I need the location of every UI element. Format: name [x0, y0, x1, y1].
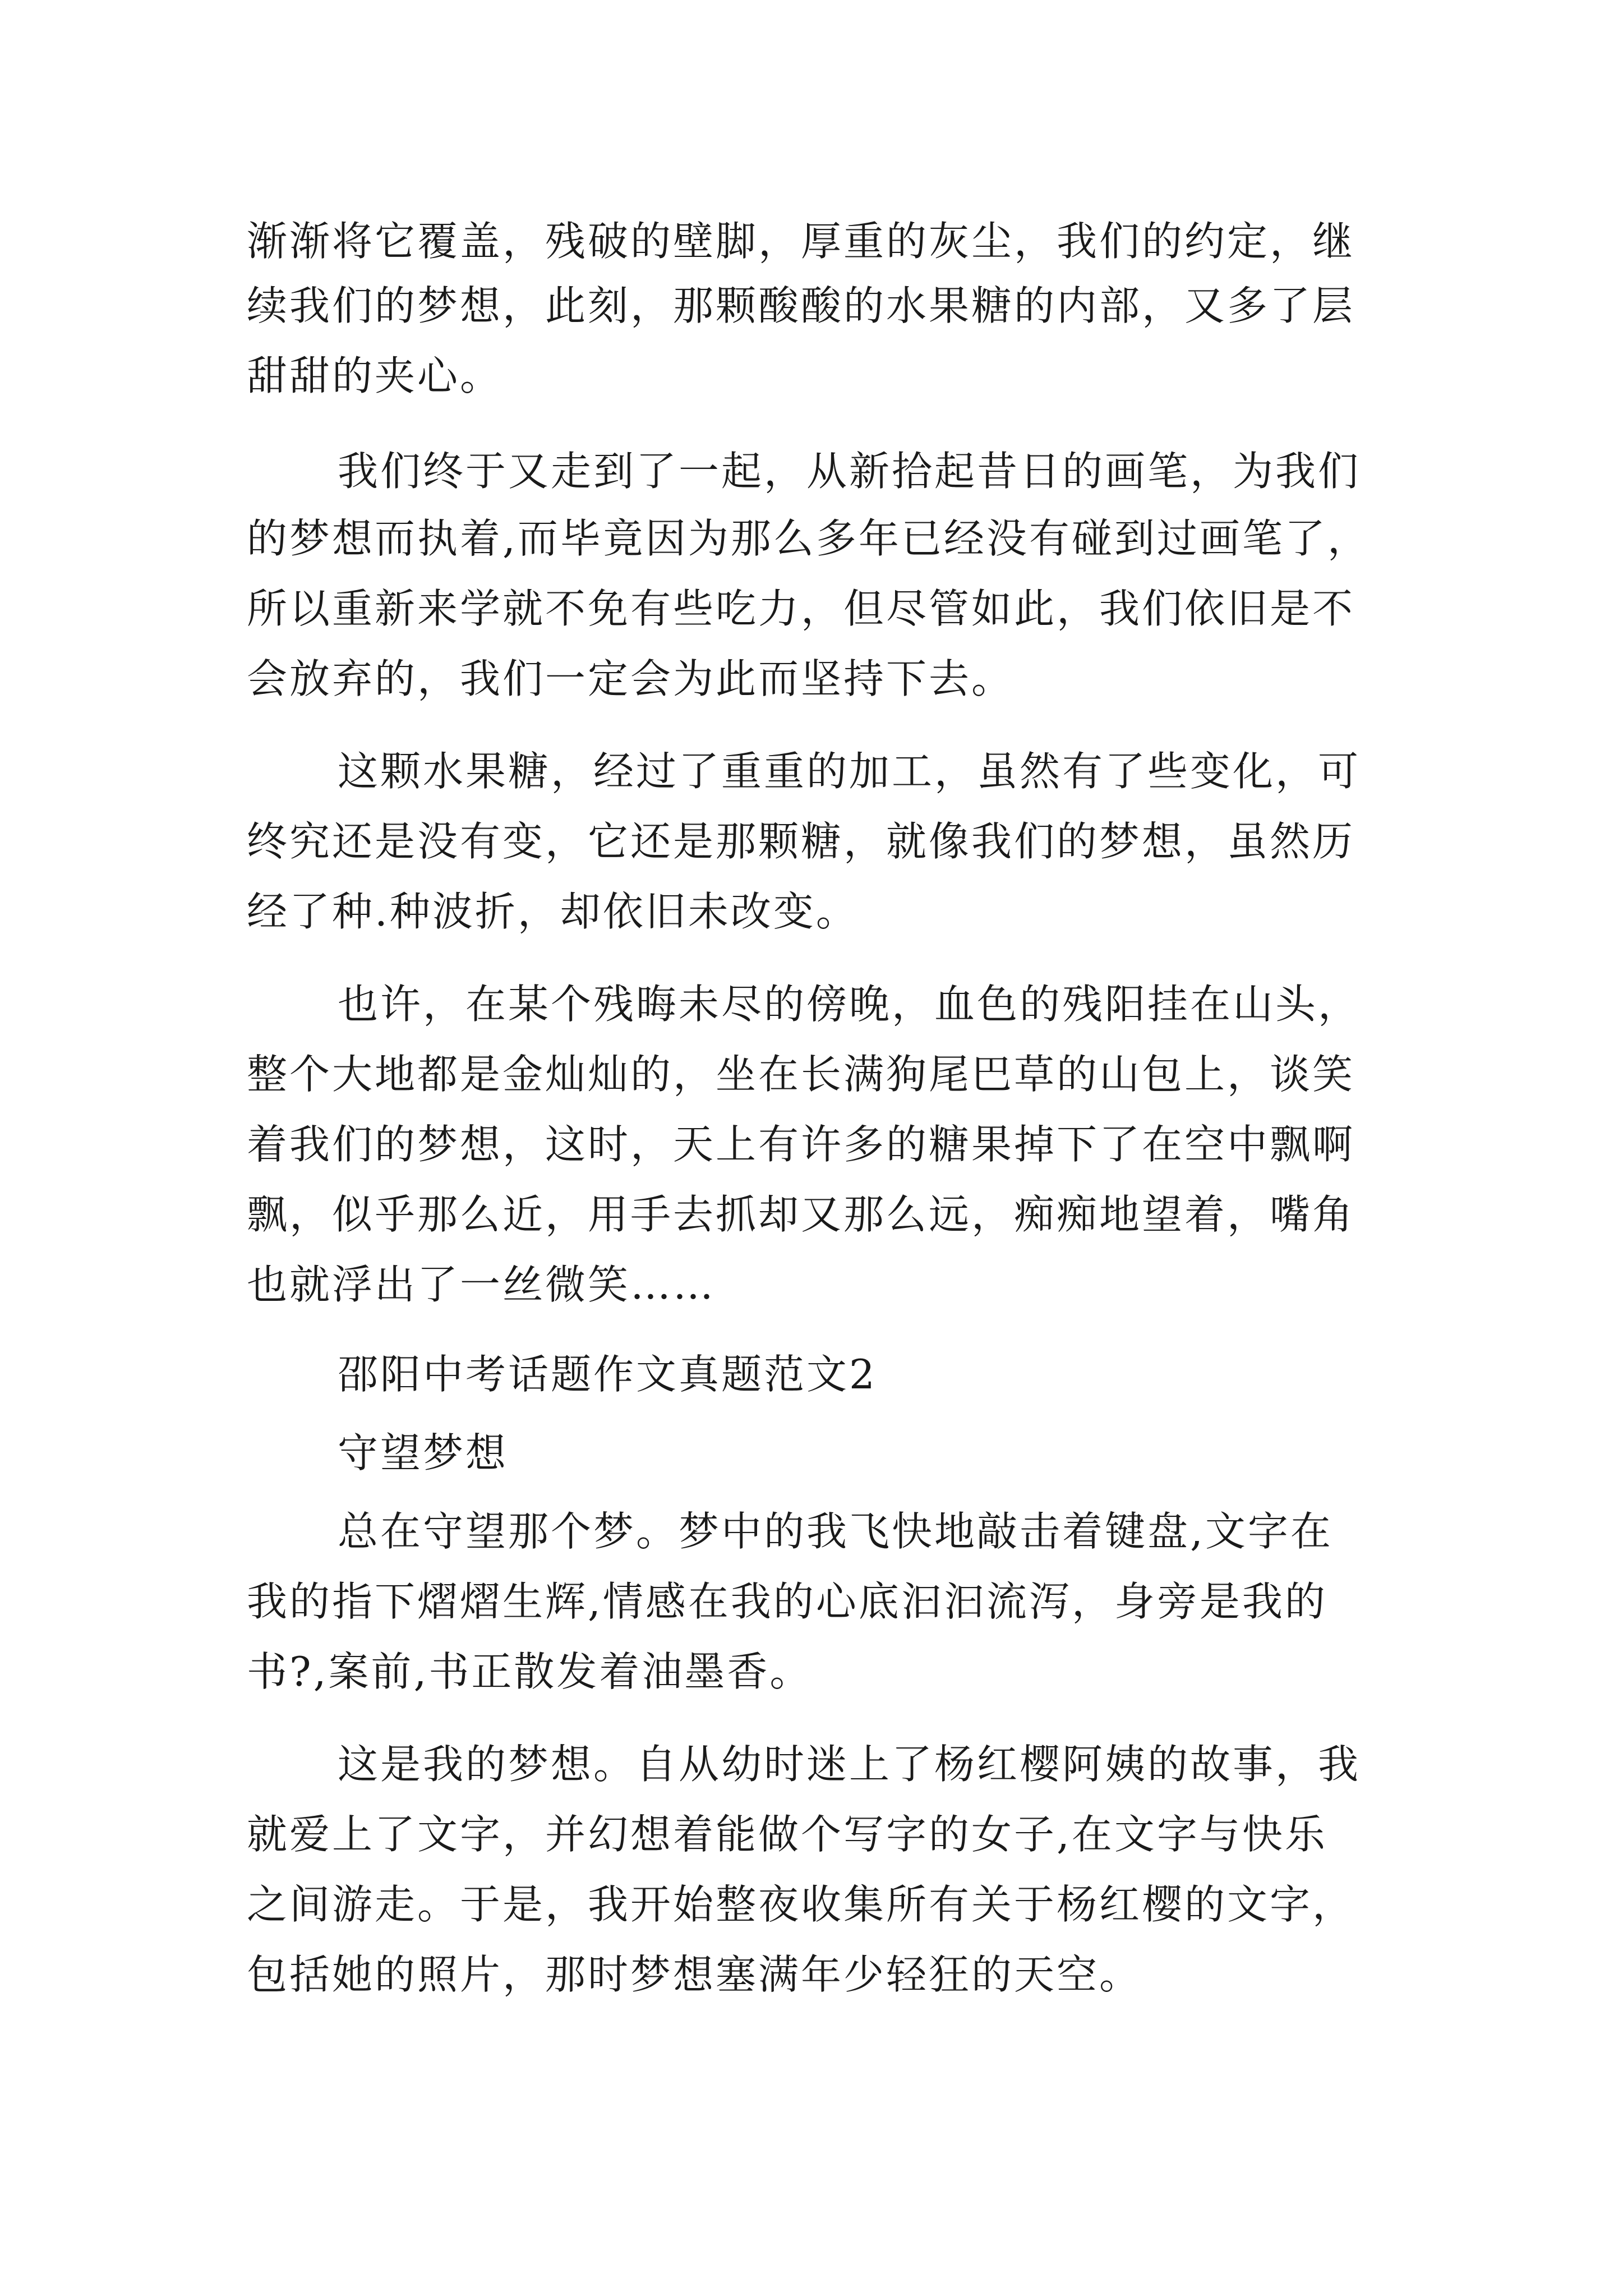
- text-line: 这颗水果糖，经过了重重的加工，虽然有了些变化，可: [338, 748, 1361, 795]
- text-line: 也就浮出了一丝微笑……: [247, 1261, 716, 1308]
- text-line: 的梦想而执着,而毕竟因为那么多年已经没有碰到过画笔了，: [247, 515, 1370, 562]
- text-line: 书?,案前,书正散发着油墨香。: [247, 1648, 813, 1695]
- text-line: 着我们的梦想，这时，天上有许多的糖果掉下了在空中飘啊: [247, 1121, 1355, 1168]
- text-line: 渐渐将它覆盖，残破的壁脚，厚重的灰尘，我们的约定，继: [247, 218, 1355, 265]
- text-line: 这是我的梦想。自从幼时迷上了杨红樱阿姨的故事，我: [338, 1741, 1361, 1788]
- essay-title: 守望梦想: [338, 1429, 509, 1476]
- text-line: 飘，似乎那么近，用手去抓却又那么远，痴痴地望着，嘴角: [247, 1191, 1355, 1238]
- text-line: 整个大地都是金灿灿的，坐在长满狗尾巴草的山包上，谈笑: [247, 1051, 1355, 1098]
- text-line: 我们终于又走到了一起，从新拾起昔日的画笔，为我们: [338, 448, 1361, 495]
- text-line: 也许，在某个残晦未尽的傍晚，血色的残阳挂在山头，: [338, 981, 1361, 1028]
- text-line: 终究还是没有变，它还是那颗糖，就像我们的梦想，虽然历: [247, 818, 1355, 865]
- text-line: 经了种.种波折，却依旧未改变。: [247, 888, 859, 935]
- text-line: 续我们的梦想，此刻，那颗酸酸的水果糖的内部，又多了层: [247, 282, 1355, 329]
- text-line: 总在守望那个梦。梦中的我飞快地敲击着键盘,文字在: [338, 1508, 1333, 1555]
- text-line: 甜甜的夹心。: [247, 352, 503, 399]
- text-line: 包括她的照片，那时梦想塞满年少轻狂的天空。: [247, 1951, 1142, 1998]
- text-line: 之间游走。于是，我开始整夜收集所有关于杨红樱的文字，: [247, 1881, 1355, 1928]
- text-line: 所以重新来学就不免有些吃力，但尽管如此，我们依旧是不: [247, 585, 1355, 632]
- text-line: 我的指下熠熠生辉,情感在我的心底汩汩流泻，身旁是我的: [247, 1578, 1327, 1625]
- text-line: 就爱上了文字，并幻想着能做个写字的女子,在文字与快乐: [247, 1811, 1327, 1858]
- section-heading: 邵阳中考话题作文真题范文2: [338, 1351, 877, 1398]
- text-line: 会放弃的，我们一定会为此而坚持下去。: [247, 655, 1015, 702]
